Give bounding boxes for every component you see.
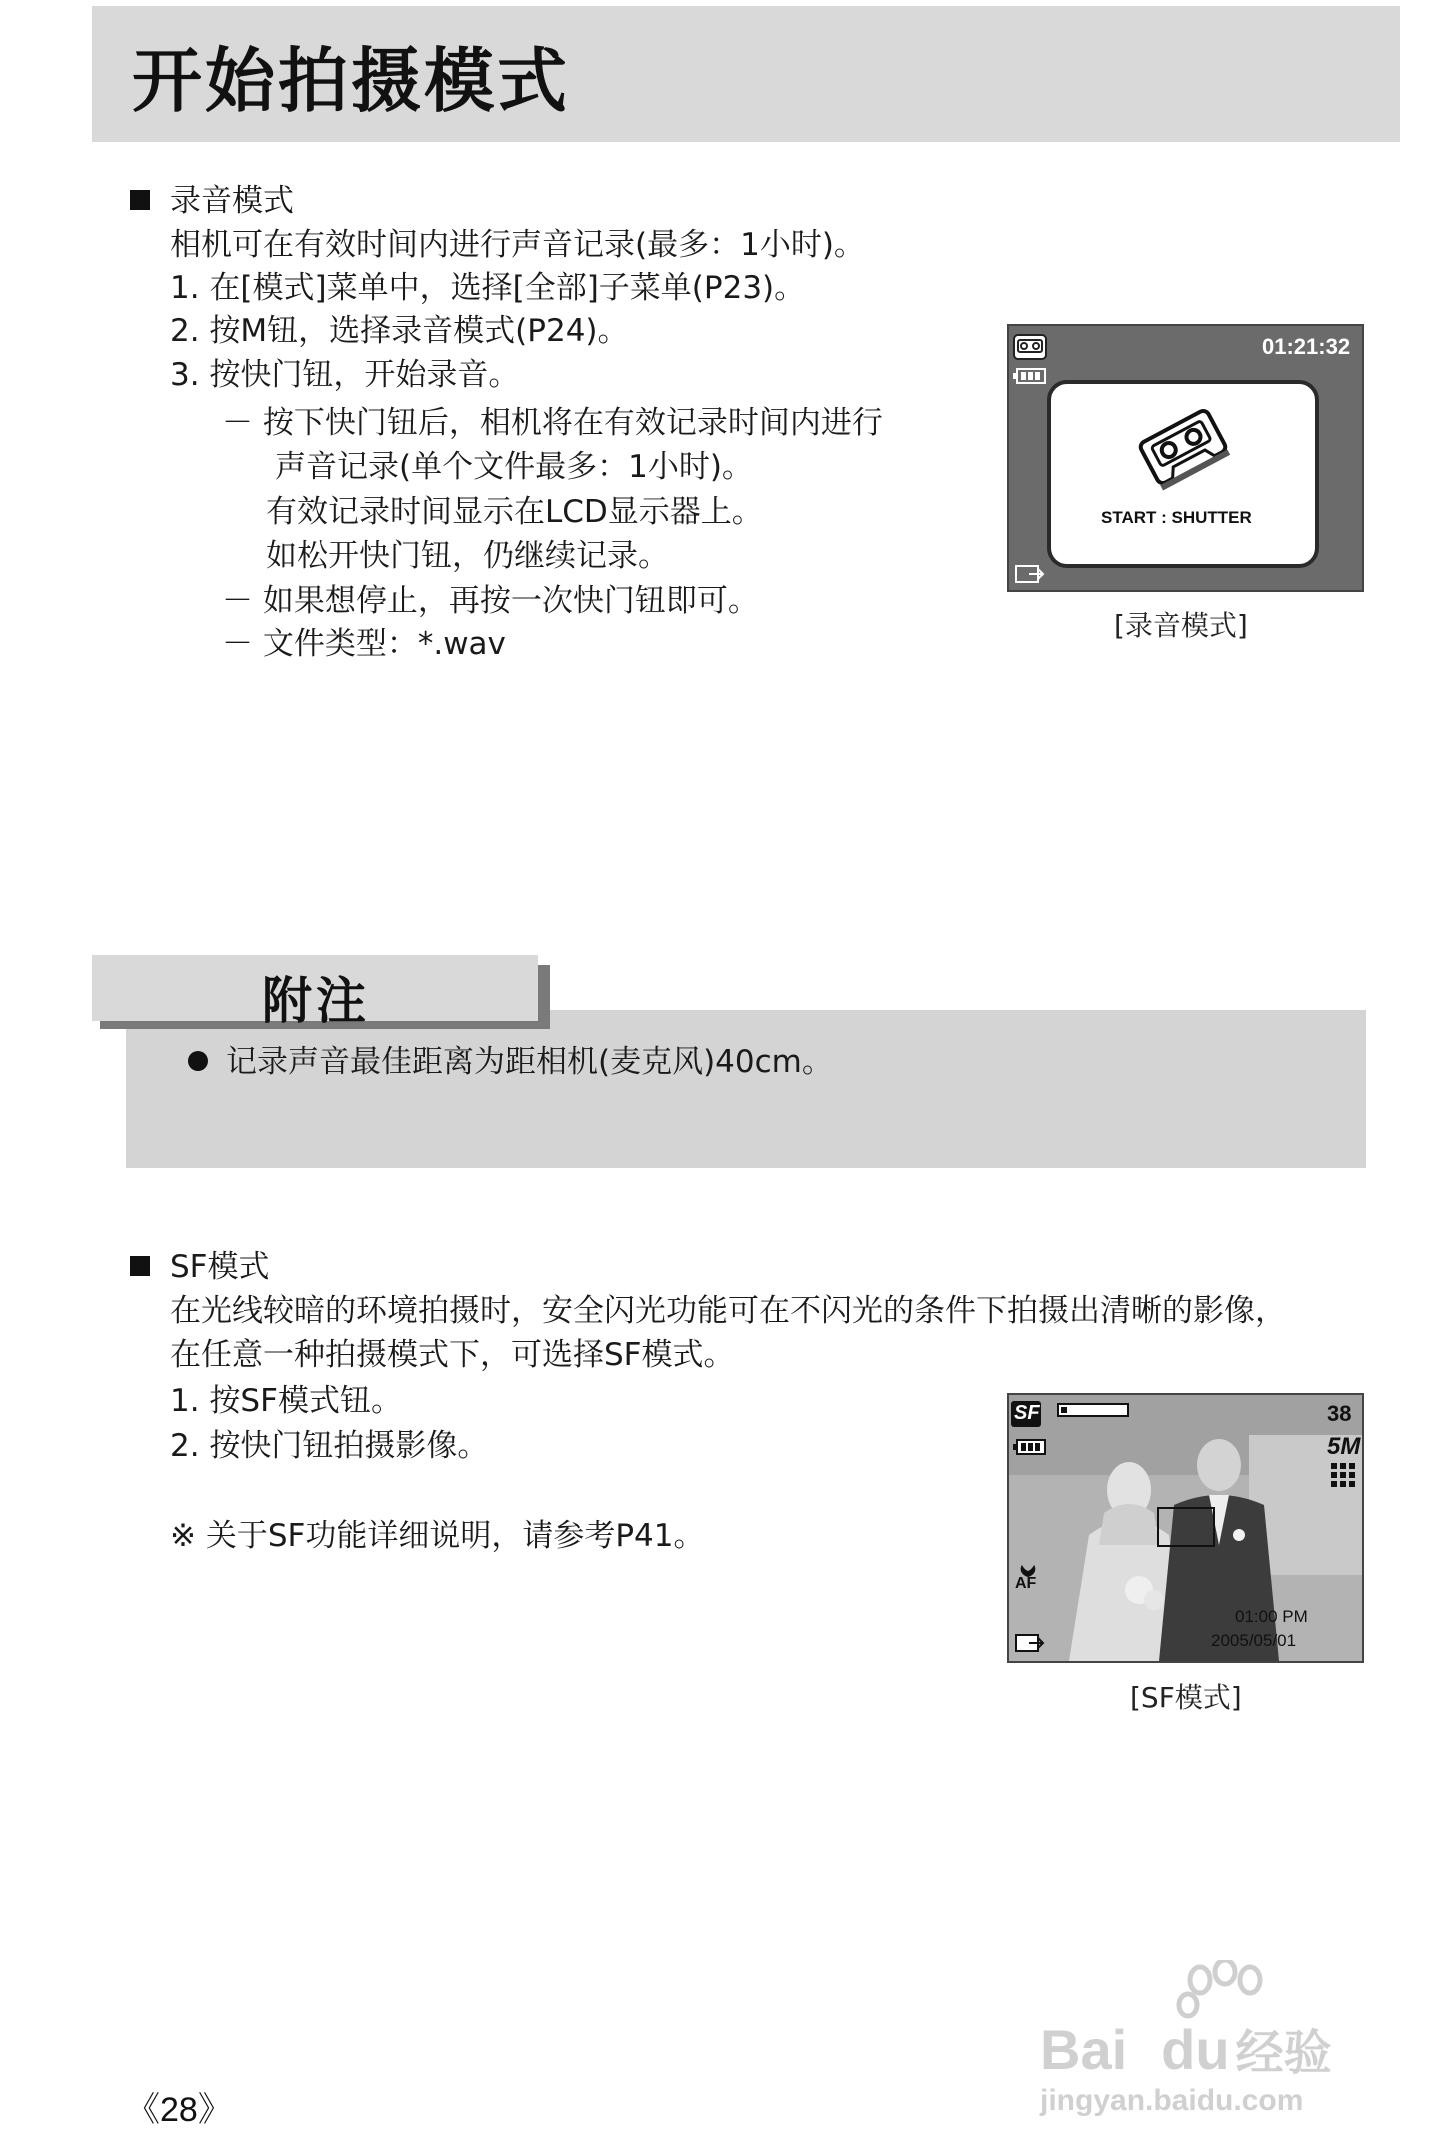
voice-record-icon [1013, 334, 1047, 360]
focus-frame [1157, 1507, 1215, 1547]
status-bar [1057, 1403, 1129, 1417]
sf-step-1: 1. 按SF模式钮。 [170, 1383, 402, 1419]
voice-note-4: 如松开快门钮，仍继续记录。 [266, 538, 669, 574]
note-text-content: 记录声音最佳距离为距相机(麦克风)40cm。 [226, 1044, 833, 1080]
watermark-brand-c: 经验 [1235, 2027, 1332, 2080]
sf-reference: ※ 关于SF功能详细说明，请参考P41。 [170, 1518, 705, 1554]
shots-remaining: 38 [1327, 1401, 1352, 1426]
voice-heading-text: 录音模式 [170, 183, 294, 219]
sf-mode-badge-text: SF [1014, 1402, 1040, 1424]
note-title: 附注 [262, 972, 370, 1030]
memory-card-icon [1015, 1633, 1045, 1653]
voice-step-3: 3. 按快门钮，开始录音。 [170, 357, 520, 393]
sf-caption: [SF模式] [1130, 1681, 1242, 1714]
cassette-icon [1133, 402, 1233, 492]
recording-time: 01:21:32 [1262, 334, 1351, 359]
sf-heading-text: SF模式 [170, 1249, 270, 1285]
voice-note-3: 有效记录时间显示在LCD显示器上。 [266, 494, 763, 530]
watermark-url: jingyan.baidu.com [1040, 2084, 1304, 2117]
note-box [126, 1010, 1366, 1168]
af-label: AF [1015, 1575, 1037, 1592]
voice-note-5: － 如果想停止，再按一次快门钮即可。 [222, 583, 759, 619]
voice-step-2: 2. 按M钮，选择录音模式(P24)。 [170, 313, 629, 349]
capture-time: 01:00 PM [1235, 1607, 1308, 1626]
square-bullet-icon [130, 190, 150, 210]
sf-lcd-screen [1007, 1393, 1364, 1663]
start-shutter-prompt: START : SHUTTER [1101, 508, 1252, 527]
voice-note-1: － 按下快门钮后，相机将在有效记录时间内进行 [222, 405, 883, 441]
quality-icon [1331, 1463, 1357, 1487]
voice-note-2: 声音记录(单个文件最多：1小时)。 [275, 449, 753, 485]
voice-caption: [录音模式] [1114, 609, 1248, 642]
watermark-brand-b: du [1161, 2018, 1230, 2081]
page-title: 开始拍摄模式 [132, 40, 570, 122]
watermark-brand [1040, 2014, 1332, 2083]
lcd-message-panel [1047, 380, 1319, 568]
battery-icon [1013, 1439, 1047, 1455]
note-text [188, 1044, 833, 1080]
watermark-brand-a: Bai [1040, 2018, 1128, 2081]
voice-step-1: 1. 在[模式]菜单中，选择[全部]子菜单(P23)。 [170, 270, 806, 306]
sf-heading [130, 1249, 270, 1285]
sf-step-2: 2. 按快门钮拍摄影像。 [170, 1428, 489, 1464]
memory-card-icon [1015, 564, 1045, 584]
square-bullet-icon [130, 1256, 150, 1276]
status-bar-fill [1061, 1407, 1067, 1413]
voice-lcd-screen [1007, 324, 1364, 592]
capture-date: 2005/05/01 [1211, 1631, 1297, 1650]
sf-intro-1: 在光线较暗的环境拍摄时，安全闪光功能可在不闪光的条件下拍摄出清晰的影像， [170, 1293, 1286, 1329]
voice-note-6: － 文件类型：*.wav [222, 626, 506, 662]
baidu-watermark [1040, 1960, 1420, 2120]
voice-heading [130, 183, 294, 219]
voice-intro: 相机可在有效时间内进行声音记录(最多：1小时)。 [170, 227, 865, 263]
battery-icon [1013, 368, 1047, 384]
circle-bullet-icon [188, 1051, 208, 1071]
macro-af-icon [1013, 1563, 1043, 1593]
page-number: 《28》 [126, 2091, 232, 2129]
resolution-indicator: 5M [1327, 1433, 1361, 1460]
sf-intro-2: 在任意一种拍摄模式下，可选择SF模式。 [170, 1337, 735, 1373]
sf-mode-badge [1011, 1401, 1041, 1427]
